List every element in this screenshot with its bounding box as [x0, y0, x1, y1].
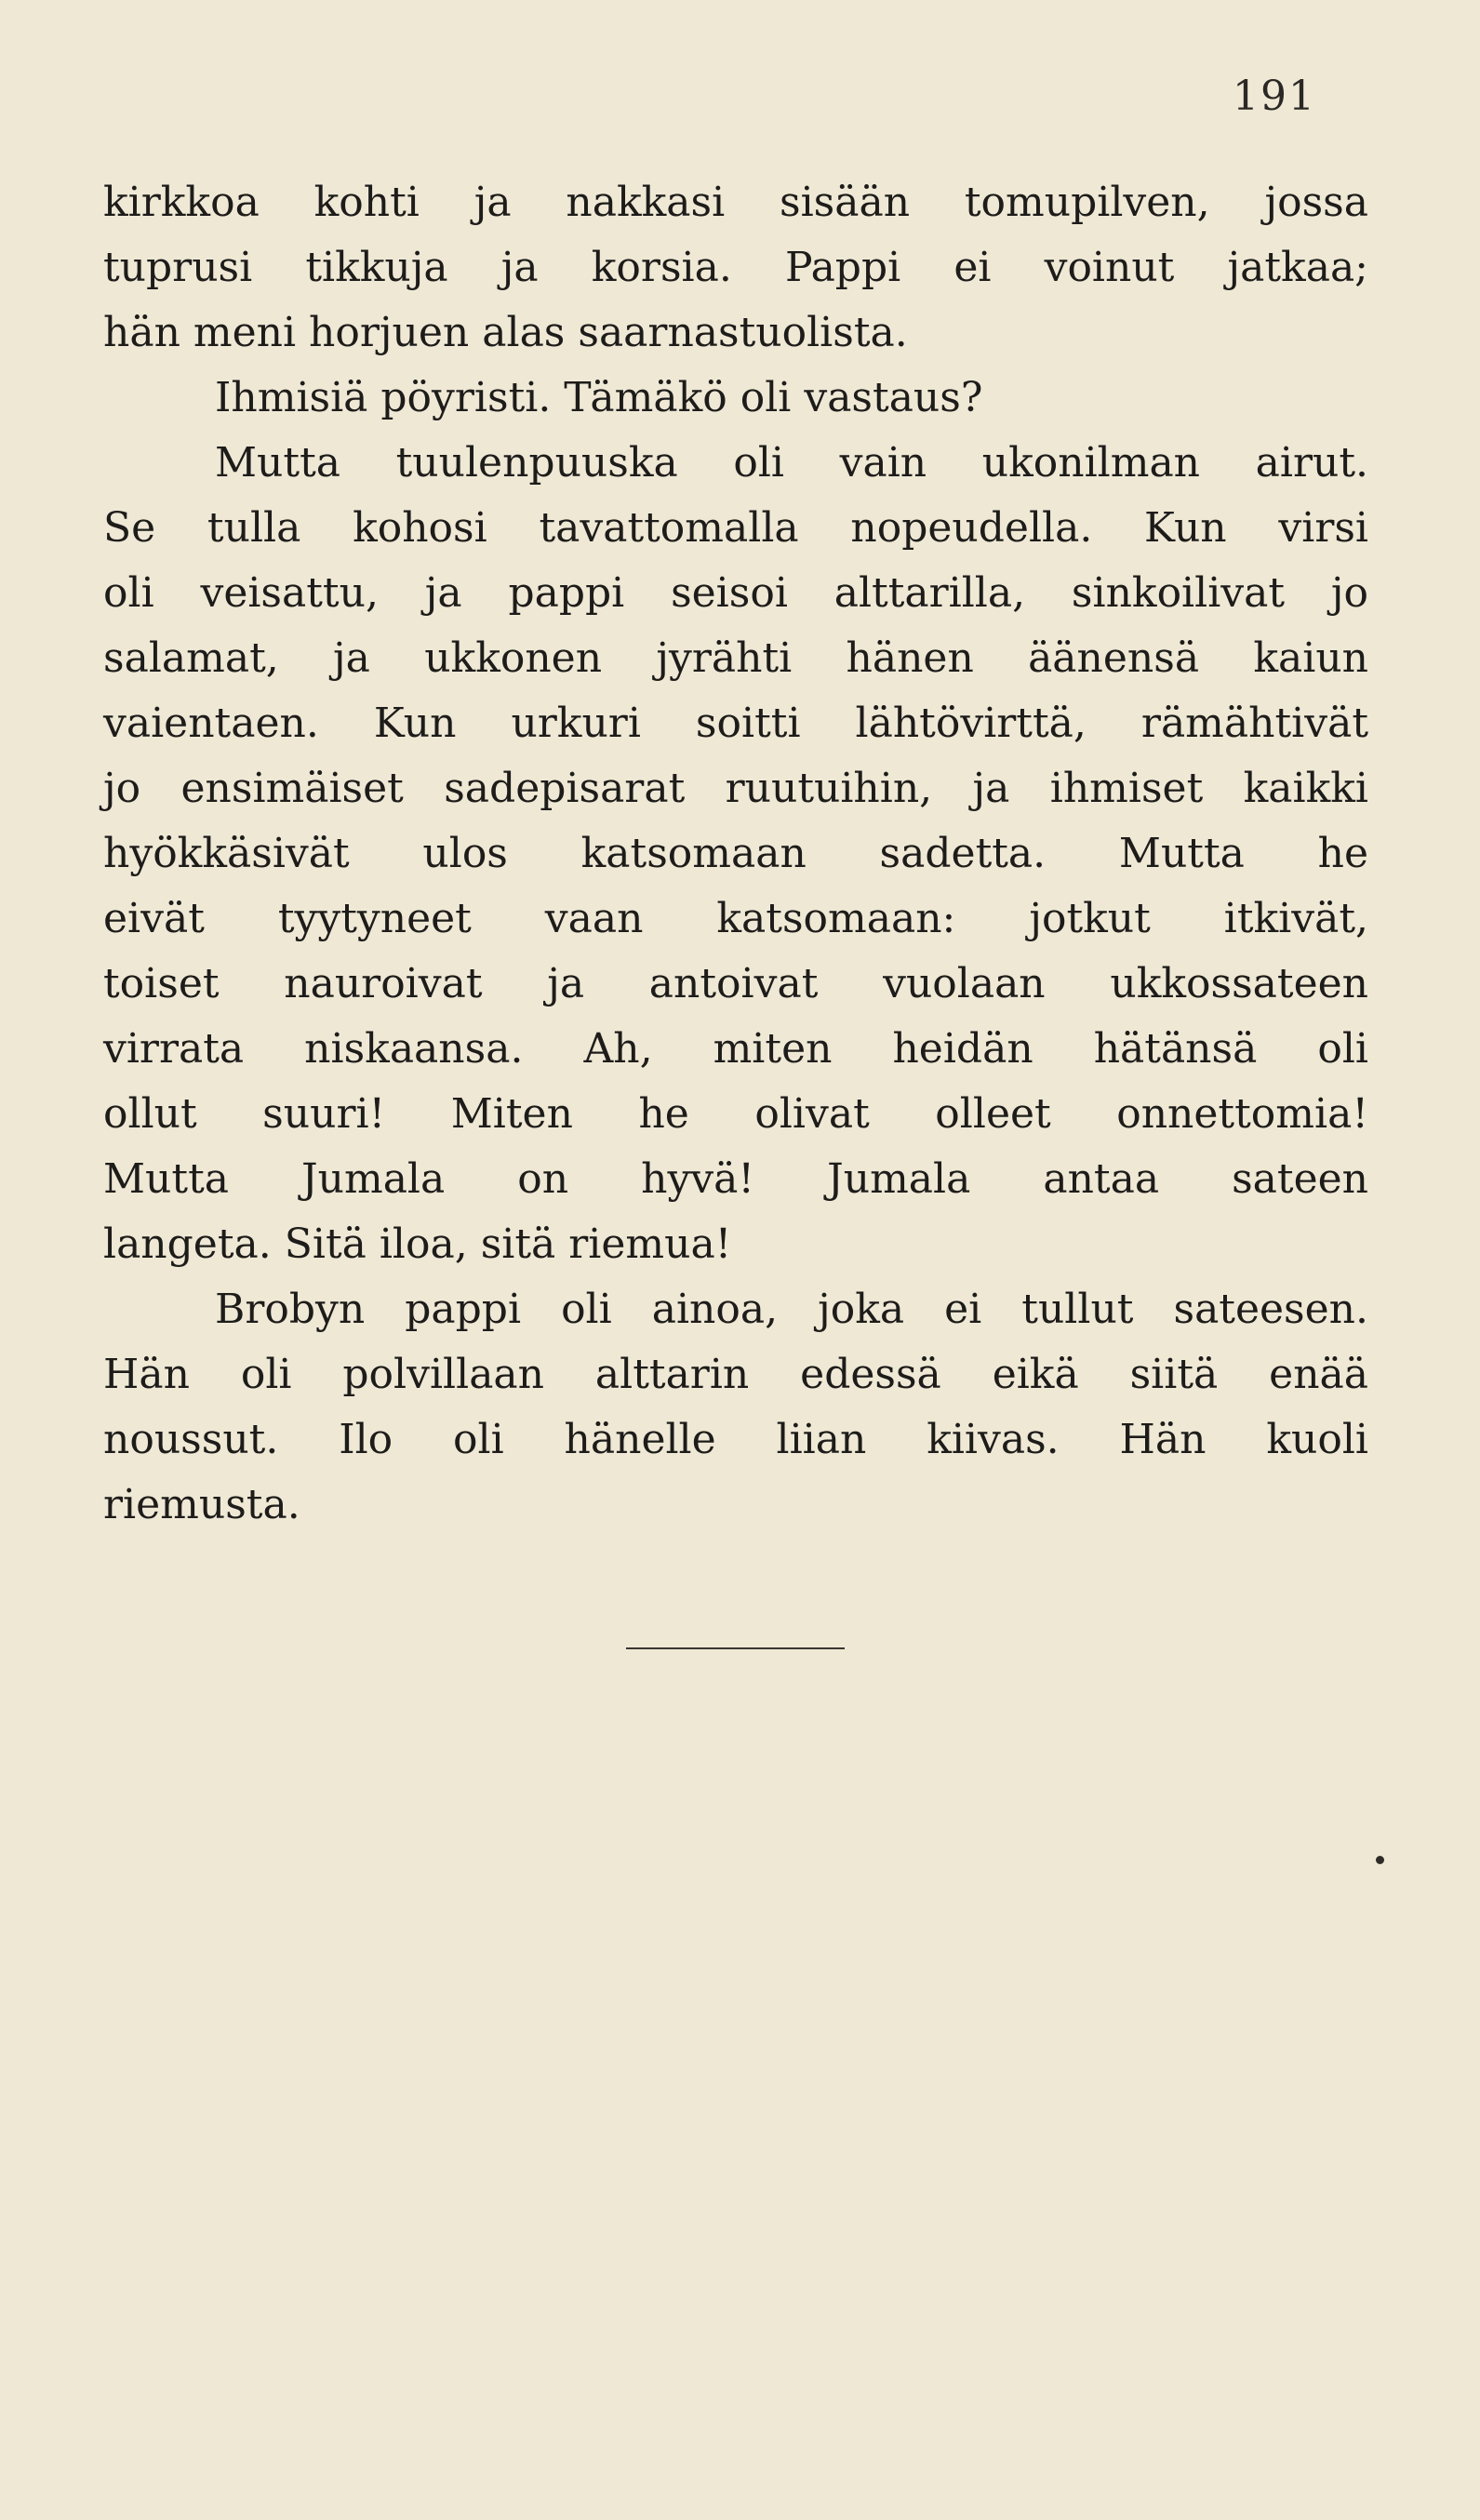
text-line: Brobyn pappi oli ainoa, joka ei tullut sateesen.	[215, 1286, 1368, 1333]
section-separator	[626, 1647, 845, 1649]
text-line: toiset nauroivat ja antoivat vuolaan ukkossateen	[103, 960, 1368, 1007]
text-line: tuprusi tikkuja ja korsia. Pappi ei voinut jatkaa;	[103, 244, 1368, 291]
text-line: riemusta.	[103, 1481, 300, 1528]
text-line: vaientaen. Kun urkuri soitti lähtövirttä, rämähtivät	[103, 700, 1368, 747]
text-line: Mutta Jumala on hyvä! Jumala antaa sateen	[103, 1155, 1368, 1203]
text-line: virrata niskaansa. Ah, miten heidän hätänsä oli	[103, 1025, 1368, 1073]
text-line: hän meni horjuen alas saarnastuolista.	[103, 309, 908, 356]
text-line: langeta. Sitä iloa, sitä riemua!	[103, 1220, 732, 1268]
body-text	[103, 170, 1368, 1538]
text-line: oli veisattu, ja pappi seisoi alttarilla, sinkoilivat jo	[103, 569, 1368, 617]
text-line: Ihmisiä pöyristi. Tämäkö oli vastaus?	[215, 374, 983, 421]
text-line: Hän oli polvillaan alttarin edessä eikä siitä enää	[103, 1351, 1368, 1398]
text-line: salamat, ja ukkonen jyrähti hänen äänensä kaiun	[103, 634, 1368, 682]
text-line: Mutta tuulenpuuska oli vain ukonilman airut.	[215, 439, 1368, 487]
ink-speck	[1376, 1856, 1384, 1864]
text-line: ollut suuri! Miten he olivat olleet onnettomia!	[103, 1090, 1368, 1138]
text-line: hyökkäsivät ulos katsomaan sadetta. Mutta he	[103, 830, 1368, 877]
text-line: jo ensimäiset sadepisarat ruutuihin, ja ihmiset kaikki	[103, 765, 1368, 812]
page-number: 191	[1233, 73, 1316, 120]
text-line: kirkkoa kohti ja nakkasi sisään tomupilven, jossa	[103, 179, 1368, 226]
text-line: noussut. Ilo oli hänelle liian kiivas. Hän kuoli	[103, 1416, 1368, 1463]
text-line: Se tulla kohosi tavattomalla nopeudella. Kun virsi	[103, 504, 1368, 552]
text-line: eivät tyytyneet vaan katsomaan: jotkut itkivät,	[103, 895, 1368, 942]
